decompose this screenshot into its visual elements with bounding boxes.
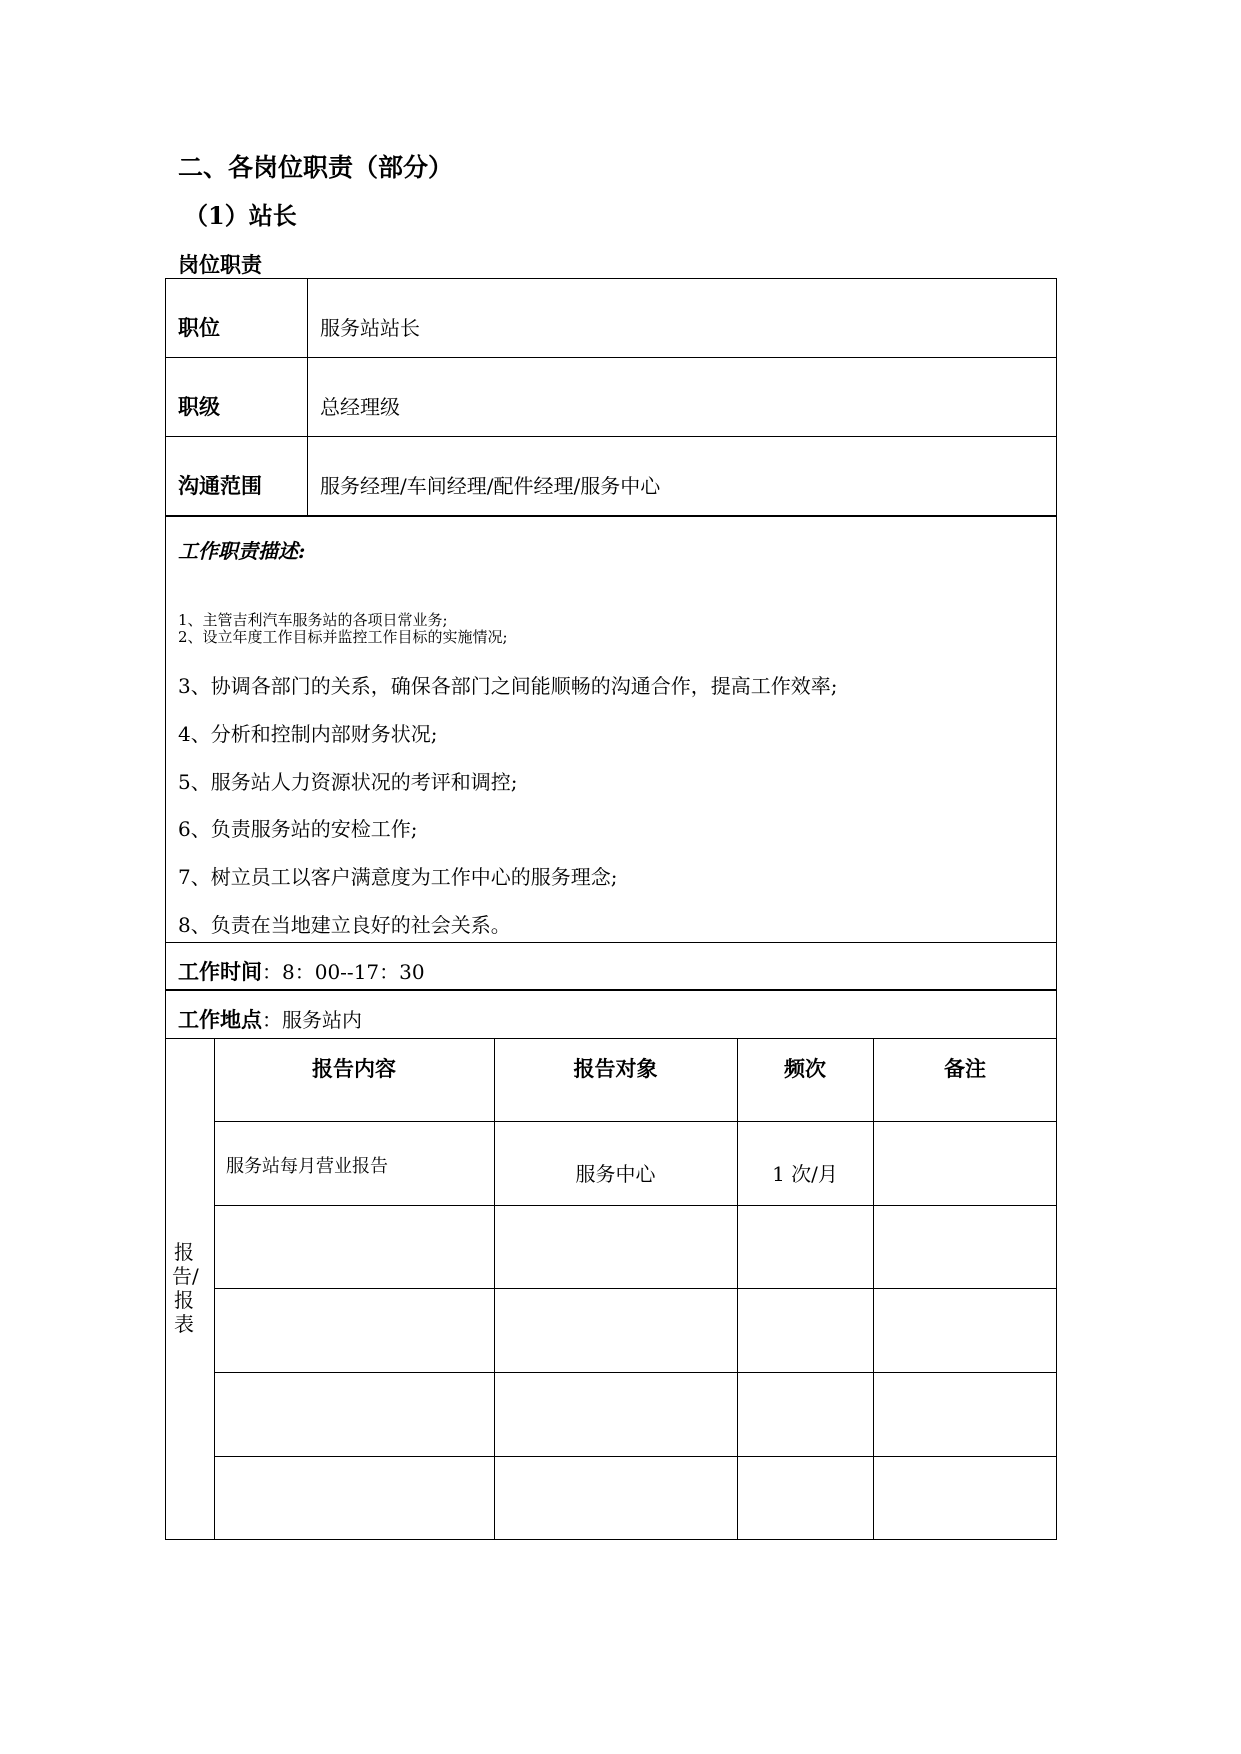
row-divider	[165, 942, 1057, 943]
subheading: （1）站长	[184, 201, 297, 230]
row-divider	[214, 1205, 1057, 1206]
row-divider	[214, 1288, 1057, 1289]
row-divider	[165, 515, 1057, 517]
work-place-value: 服务站内	[282, 1008, 362, 1032]
column-divider	[307, 278, 308, 515]
position-label: 职位	[178, 315, 220, 340]
row-divider	[214, 1372, 1057, 1373]
description-item: 8、负责在当地建立良好的社会关系。	[178, 913, 511, 937]
column-divider	[737, 1038, 738, 1540]
work-time-value: 8：00--17：30	[282, 960, 425, 984]
description-title: 工作职责描述:	[178, 539, 306, 563]
description-item: 2、设立年度工作目标并监控工作目标的实施情况;	[178, 628, 508, 646]
description-item: 1、主管吉利汽车服务站的各项日常业务;	[178, 611, 448, 629]
section-label: 岗位职责	[178, 252, 262, 277]
work-time: 工作时间：8：00--17：30	[178, 959, 425, 984]
grade-value: 总经理级	[320, 395, 400, 419]
report-cell: 1 次/月	[772, 1162, 838, 1186]
description-item: 4、分析和控制内部财务状况;	[178, 722, 438, 746]
column-divider	[494, 1038, 495, 1540]
report-header: 频次	[784, 1056, 826, 1081]
work-time-label: 工作时间	[178, 959, 262, 984]
row-divider	[165, 357, 1057, 358]
row-divider	[165, 436, 1057, 437]
column-divider	[214, 1038, 215, 1540]
work-place-label: 工作地点	[178, 1007, 262, 1032]
description-item: 3、协调各部门的关系，确保各部门之间能顺畅的沟通合作，提高工作效率;	[178, 674, 838, 698]
report-header: 备注	[944, 1056, 986, 1081]
position-value: 服务站站长	[320, 316, 420, 340]
row-divider	[165, 989, 1057, 991]
communication-scope-label: 沟通范围	[178, 473, 262, 498]
communication-scope-value: 服务经理/车间经理/配件经理/服务中心	[320, 474, 661, 498]
page-heading: 二、各岗位职责（部分）	[178, 153, 454, 182]
row-divider	[214, 1121, 1057, 1122]
report-header: 报告内容	[312, 1056, 396, 1081]
row-divider	[165, 1038, 1057, 1039]
report-header: 报告对象	[573, 1056, 658, 1081]
description-item: 7、树立员工以客户满意度为工作中心的服务理念;	[178, 865, 618, 889]
description-item: 6、负责服务站的安检工作;	[178, 817, 418, 841]
report-cell: 服务站每月营业报告	[226, 1156, 388, 1177]
report-side-label: 报告/报表	[172, 1240, 199, 1336]
grade-label: 职级	[178, 394, 220, 419]
report-cell: 服务中心	[575, 1162, 656, 1186]
description-item: 5、服务站人力资源状况的考评和调控;	[178, 770, 518, 794]
column-divider	[873, 1038, 874, 1540]
work-place: 工作地点：服务站内	[178, 1007, 362, 1032]
row-divider	[214, 1456, 1057, 1457]
